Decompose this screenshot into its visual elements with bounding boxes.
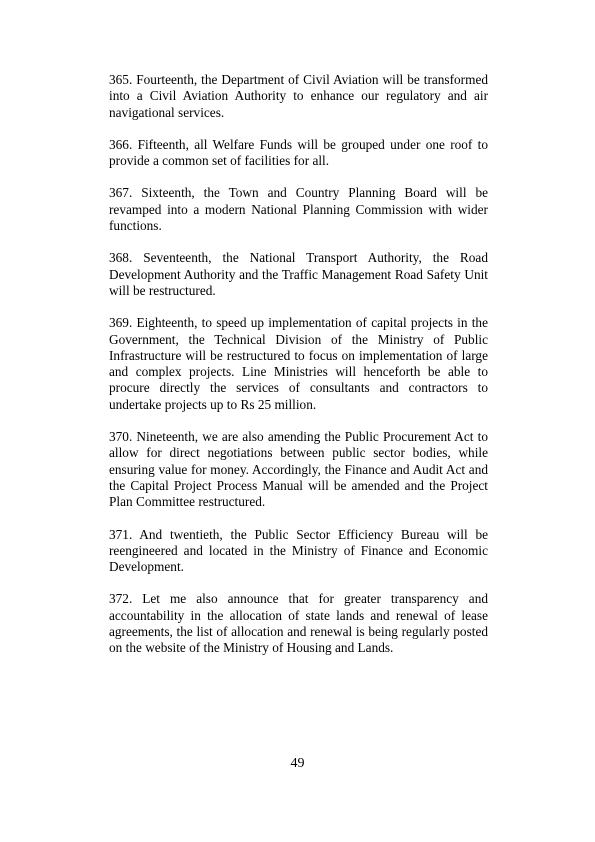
page-number: 49 bbox=[290, 756, 305, 771]
paragraph-365: 365. Fourteenth, the Department of Civil Aviation will be transformed into a Civil Aviation Authority to enhance our regulatory and air navigational services. bbox=[109, 72, 488, 120]
paragraph-367: 367. Sixteenth, the Town and Country Planning Board will be revamped into a modern National Planning Commission with wider functions. bbox=[109, 185, 488, 234]
paragraph-372: 372. Let me also announce that for greater transparency and accountability in the allocation of state lands and renewal of lease agreements, the list of allocation and renewal is being regularly posted on the website of the Ministry of Housing and Lands. bbox=[109, 591, 488, 656]
page-body bbox=[109, 72, 488, 673]
paragraph-368: 368. Seventeenth, the National Transport Authority, the Road Development Authority and the Traffic Management Road Safety Unit will be restructured. bbox=[109, 250, 488, 298]
paragraph-371: 371. And twentieth, the Public Sector Efficiency Bureau will be reengineered and located in the Ministry of Finance and Economic Development. bbox=[109, 526, 488, 575]
paragraph-369: 369. Eighteenth, to speed up implementation of capital projects in the Government, the Technical Division of the Ministry of Public Infrastructure will be restructured to focus on implementation of large and complex projects. Line Ministries will henceforth be able to procure directly the services of consultants and contractors to undertake projects up to Rs 25 million. bbox=[109, 315, 488, 412]
paragraph-370: 370. Nineteenth, we are also amending the Public Procurement Act to allow for direct negotiations between public sector bodies, while ensuring value for money. Accordingly, the Finance and Audit Act and the Capital Project Process Manual will be amended and the Project Plan Committee restructured. bbox=[109, 429, 488, 510]
paragraph-366: 366. Fifteenth, all Welfare Funds will be grouped under one roof to provide a common set of facilities for all. bbox=[109, 136, 488, 169]
